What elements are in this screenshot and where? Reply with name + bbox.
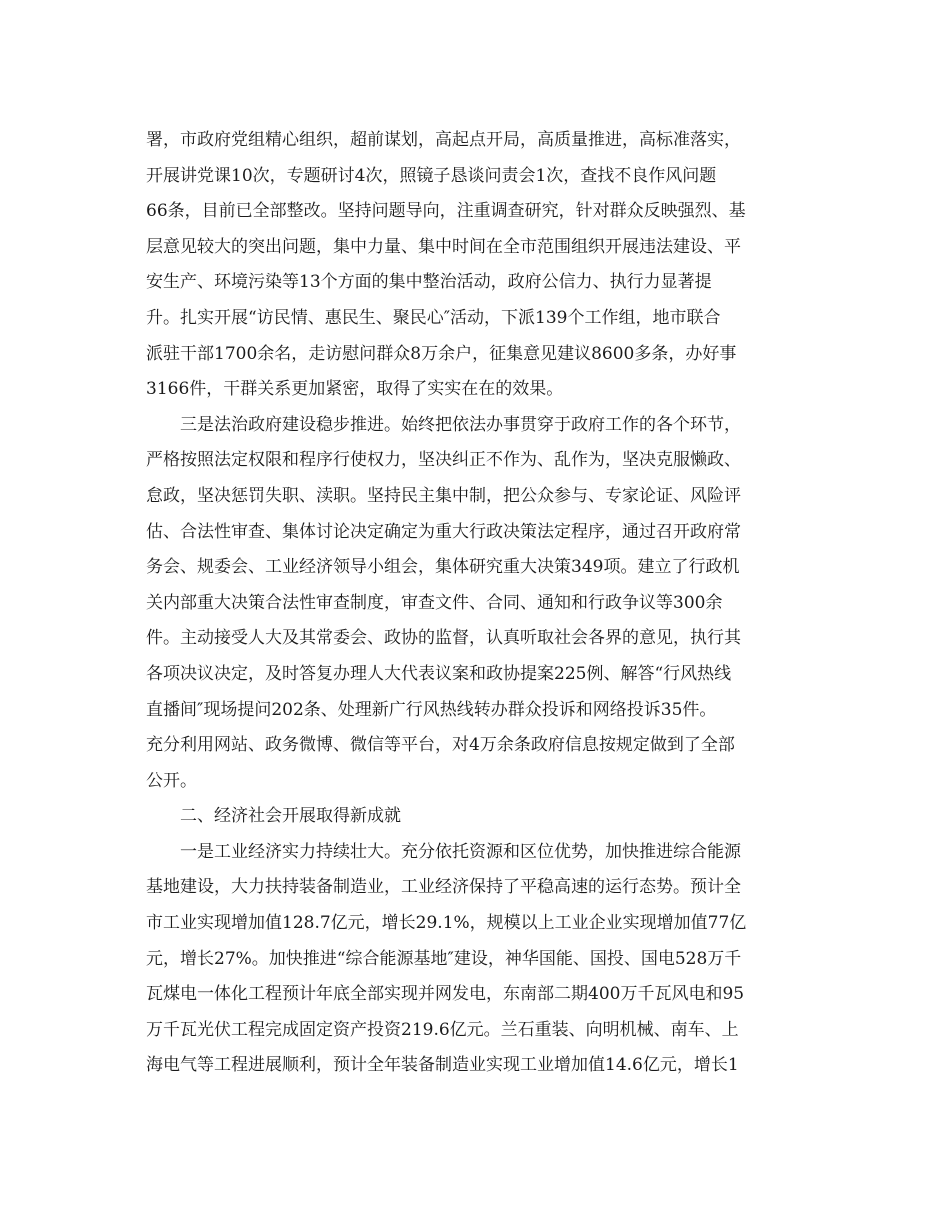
text-line: 开展讲党课10次，专题研讨4次，照镜子恳谈问责会1次，查找不良作风问题 xyxy=(146,165,717,186)
text-line: 66条，目前已全部整改。坚持问题导向，注重调查研究，针对群众反映强烈、基 xyxy=(146,201,746,222)
text-line: 瓦煤电一体化工程预计年底全部实现并网发电，东南部二期400万千瓦风电和95 xyxy=(146,984,745,1005)
text-line: 件。主动接受人大及其常委会、政协的监督，认真听取社会各界的意见，执行其 xyxy=(146,628,741,649)
text-line: 3166件，干群关系更加紧密，取得了实实在在的效果。 xyxy=(146,379,564,400)
text-line: 署，市政府党组精心组织，超前谋划，高起点开局，高质量推进，高标准落实， xyxy=(146,130,741,150)
text-line: 务会、规委会、工业经济领导小组会，集体研究重大决策349项。建立了行政机 xyxy=(146,557,740,578)
text-line: 公开。 xyxy=(146,770,197,791)
text-line: 层意见较大的突出问题，集中力量、集中时间在全市范围组织开展违法建设、平 xyxy=(146,236,741,257)
document-body xyxy=(146,123,806,1084)
text-line: 二、经济社会开展取得新成就 xyxy=(180,806,401,827)
text-line: 充分利用网站、政务微博、微信等平台，对4万余条政府信息按规定做到了全部 xyxy=(146,735,735,756)
text-line: 升。扎实开展“访民情、惠民生、聚民心″活动，下派139个工作组，地市联合 xyxy=(146,307,721,328)
text-line: 关内部重大决策合法性审查制度，审查文件、合同、通知和行政争议等300余 xyxy=(146,592,723,613)
text-line: 万千瓦光伏工程完成固定资产投资219.6亿元。兰石重装、向明机械、南车、上 xyxy=(146,1019,739,1040)
text-line: 基地建设，大力扶持装备制造业，工业经济保持了平稳高速的运行态势。预计全 xyxy=(146,877,741,898)
text-line: 派驻干部1700余名，走访慰问群众8万余户，征集意见建议8600多条，办好事 xyxy=(146,343,737,364)
text-line: 严格按照法定权限和程序行使权力，坚决纠正不作为、乱作为，坚决克服懒政、 xyxy=(146,450,741,471)
text-line: 海电气等工程进展顺利，预计全年装备制造业实现工业增加值14.6亿元，增长1 xyxy=(146,1055,739,1076)
text-line: 估、合法性审查、集体讨论决定确定为重大行政决策法定程序，通过召开政府常 xyxy=(146,521,741,542)
text-line: 安生产、环境污染等13个方面的集中整治活动，政府公信力、执行力显著提 xyxy=(146,272,712,293)
text-line: 三是法治政府建设稳步推进。始终把依法办事贯穿于政府工作的各个环节， xyxy=(180,414,741,435)
text-line: 一是工业经济实力持续壮大。充分依托资源和区位优势，加快推进综合能源 xyxy=(180,841,741,862)
text-line: 直播间″现场提问202条、处理新广行风热线转办群众投诉和网络投诉35件。 xyxy=(146,699,717,720)
text-line: 市工业实现增加值128.7亿元，增长29.1%，规模以上工业企业实现增加值77亿 xyxy=(146,913,747,934)
text-line: 元，增长27%。加快推进“综合能源基地″建设，神华国能、国投、国电528万千 xyxy=(146,948,742,969)
text-line: 各项决议决定，及时答复办理人大代表议案和政协提案225例、解答“行风热线 xyxy=(146,663,732,684)
text-line: 怠政，坚决惩罚失职、渎职。坚持民主集中制，把公众参与、专家论证、风险评 xyxy=(146,485,741,506)
